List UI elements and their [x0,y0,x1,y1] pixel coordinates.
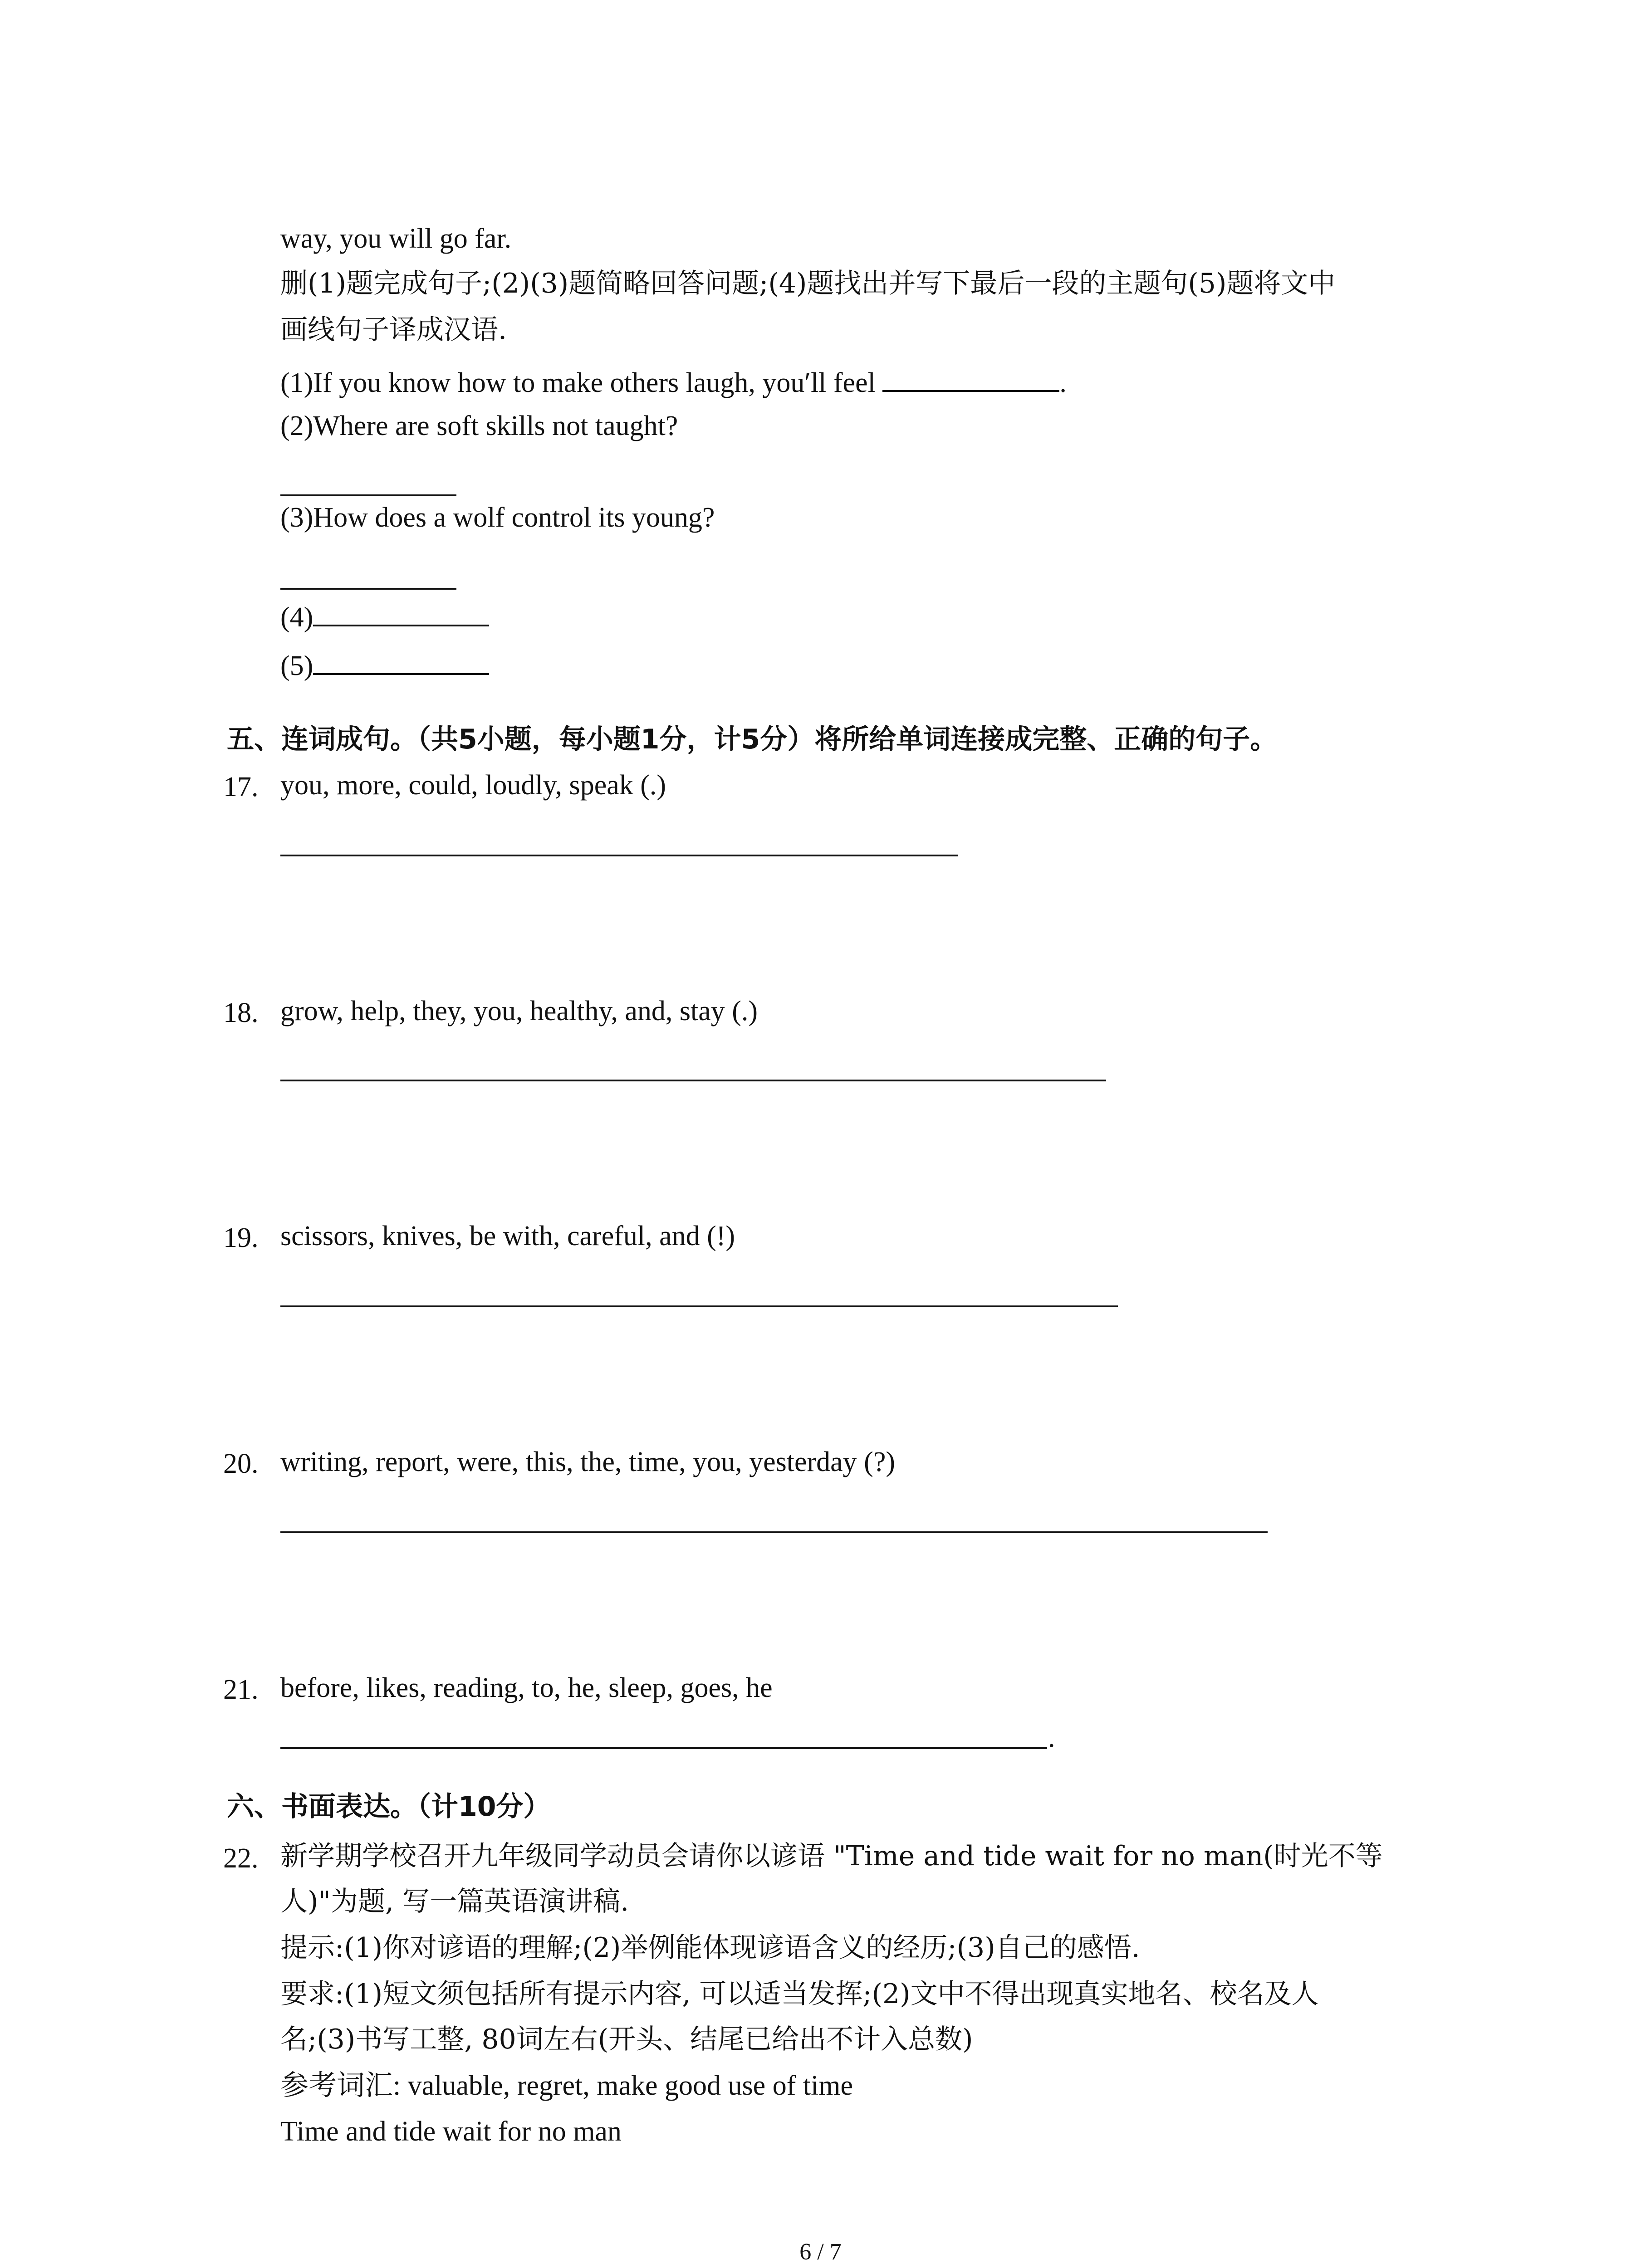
item-18-number: 18. [223,997,259,1028]
essay-title: Time and tide wait for no man [280,2116,622,2147]
question-5-label: (5) [280,650,314,681]
question-3: (3)How does a wolf control its young? [280,502,715,533]
question-1-text: (1)If you know how to make others laugh, you′ll feel [280,367,876,398]
item-21-answer-line[interactable] [280,1747,1047,1749]
item-18-answer-line[interactable] [280,1080,1106,1081]
item-19-number: 19. [223,1222,259,1253]
item-17-answer-line[interactable] [280,855,958,856]
question-1-blank[interactable] [882,367,1059,392]
question-4-label: (4) [280,602,314,633]
item-18-words: grow, help, they, you, healthy, and, stay (.) [280,996,758,1026]
item-19-answer-line[interactable] [280,1305,1118,1307]
section6-heading: 六、书面表达。（计10分） [227,1791,551,1823]
item-21-words: before, likes, reading, to, he, sleep, goes, he [280,1672,773,1703]
writing-prompt-line2: 人)"为题, 写一篇英语演讲稿. [280,1886,629,1917]
question-5 [280,650,489,680]
question-4 [280,601,489,631]
item-21-number: 21. [223,1674,259,1705]
question-2: (2)Where are soft skills not taught? [280,411,678,441]
item-22-number: 22. [223,1843,259,1874]
writing-prompt-line1: 新学期学校召开九年级同学动员会请你以谚语 "Time and tide wait for no man(时光不等 [280,1840,1383,1872]
item-21-period: . [1048,1722,1055,1753]
reading-instructions-line1: 删(1)题完成句子;(2)(3)题简略回答问题;(4)题找出并写下最后一段的主题句(5)题将文中 [280,268,1336,299]
section5-heading: 五、连词成句。（共5小题，每小题1分，计5分）将所给单词连接成完整、正确的句子。 [227,723,1278,755]
item-20-answer-line[interactable] [280,1531,1268,1533]
passage-last-line: way, you will go far. [280,223,512,254]
writing-requirements-line2: 名;(3)书写工整, 80词左右(开头、结尾已给出不计入总数) [280,2024,973,2055]
question-1 [280,367,1067,397]
question-4-blank[interactable] [313,601,489,626]
reading-instructions-line2: 画线句子译成汉语. [280,314,507,346]
item-20-words: writing, report, were, this, the, time, you, yesterday (?) [280,1447,895,1477]
writing-hints: 提示:(1)你对谚语的理解;(2)举例能体现谚语含义的经历;(3)自己的感悟. [280,1932,1140,1964]
question-2-answer-line[interactable] [280,494,456,496]
item-17-number: 17. [223,772,259,802]
question-3-answer-line[interactable] [280,588,456,590]
item-19-words: scissors, knives, be with, careful, and (!) [280,1221,735,1251]
question-1-period: . [1059,367,1067,398]
item-20-number: 20. [223,1448,259,1479]
reference-vocabulary: 参考词汇: valuable, regret, make good use of time [280,2070,853,2101]
page-number: 6 / 7 [799,2239,842,2265]
writing-requirements-line1: 要求:(1)短文须包括所有提示内容, 可以适当发挥;(2)文中不得出现真实地名、校名及人 [280,1978,1319,2010]
question-5-blank[interactable] [313,650,489,675]
item-17-words: you, more, could, loudly, speak (.) [280,770,666,801]
